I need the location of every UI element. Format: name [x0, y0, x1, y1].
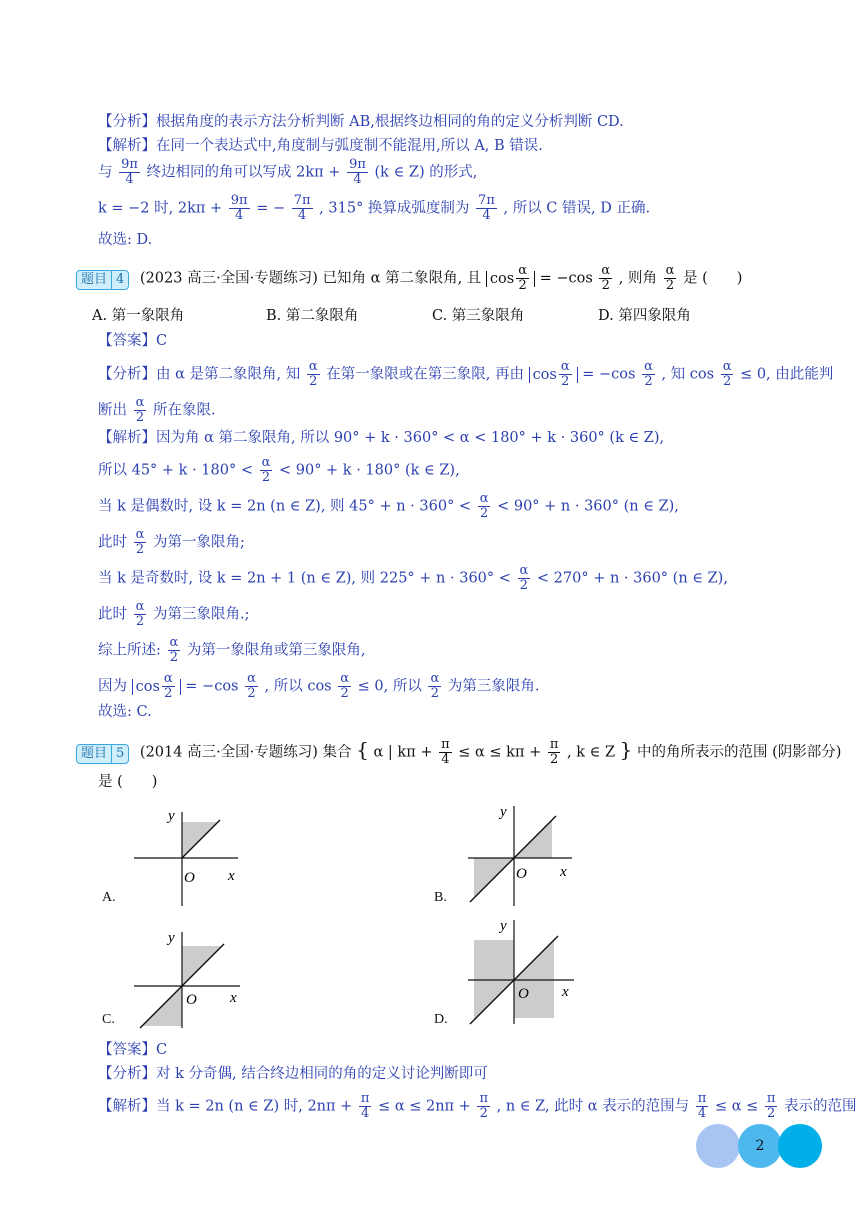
analysis-q4-line2: [98, 396, 216, 425]
solution-text: [98, 136, 543, 156]
num: α: [135, 527, 145, 542]
num: π: [697, 1091, 707, 1106]
answer-text: 【答案】C: [98, 1042, 168, 1058]
choice-a[interactable]: A. 第一象限角: [92, 308, 185, 324]
origin-label: O: [186, 992, 197, 1008]
den: 4: [298, 208, 307, 223]
fraction-9pi-4: [347, 158, 368, 187]
text: 【解析】因为角 α 第二象限角, 所以 90° + k · 360° < α < 180° + k · 360° (k ∈ Z),: [98, 430, 665, 446]
num: α: [135, 599, 145, 614]
fraction-alpha-2: [599, 264, 612, 293]
analysis-q4-line1: [98, 360, 833, 389]
text: ≤ 0, 所以: [357, 678, 422, 695]
tag-label: 题目: [81, 745, 108, 761]
fraction-alpha-2: [134, 600, 147, 629]
text: 所以 45° + k · 180° <: [98, 462, 253, 479]
graph-d[interactable]: [464, 914, 580, 1026]
den: 2: [164, 686, 173, 701]
text: < 90° + n · 360° (n ∈ Z),: [497, 498, 679, 515]
question-tag: [76, 744, 129, 764]
den: 4: [441, 752, 450, 767]
num: 7π: [478, 193, 495, 208]
question-5-stem-2: [98, 772, 157, 792]
text: = −cos: [185, 678, 239, 695]
tag-number: 4: [111, 271, 124, 289]
fraction-alpha-2: [338, 672, 351, 701]
den: 2: [722, 374, 732, 389]
num: α: [261, 455, 271, 470]
analysis-p3: 【分析】根据角度的表示方法分析判断 AB,根据终边相同的角的定义分析判断 CD.: [98, 114, 624, 130]
text: 当 k 是奇数时, 设 k = 2n + 1 (n ∈ Z), 则 225° + n · 360° <: [98, 570, 511, 587]
solution-q4-8: [98, 672, 539, 701]
solution-q4-3: [98, 492, 679, 521]
y-label: y: [500, 918, 507, 934]
text: < 270° + n · 360° (n ∈ Z),: [536, 570, 728, 587]
fraction-alpha-2: [245, 672, 258, 701]
answer-text: 故选: D.: [98, 232, 153, 248]
text: ≤ α ≤: [714, 1098, 759, 1115]
num: π: [360, 1091, 370, 1106]
text: , 所以 cos: [264, 678, 332, 695]
text: 故选: C.: [98, 704, 152, 720]
stem-text: = −cos: [539, 270, 593, 287]
num: α: [519, 563, 529, 578]
stem-text: (2014 高三·全国·专题练习) 集合: [139, 744, 352, 761]
label-d: D.: [434, 1012, 448, 1027]
num: α: [665, 263, 675, 278]
den: 2: [430, 686, 439, 701]
num: α: [308, 359, 318, 374]
solution-q4-7: [98, 636, 366, 665]
y-label: y: [168, 930, 175, 946]
label-b: B.: [434, 890, 447, 905]
fraction-7pi-4: [476, 194, 497, 223]
fraction-alpha-2: [168, 636, 181, 665]
num: π: [549, 737, 559, 752]
num: α: [518, 263, 527, 278]
num: α: [644, 359, 653, 374]
graph-a[interactable]: [130, 806, 242, 912]
den: 2: [261, 470, 271, 485]
text: 【解析】当 k = 2n (n ∈ Z) 时, 2nπ +: [98, 1098, 353, 1115]
fraction-9pi-4: [119, 158, 140, 187]
label-c: C.: [102, 1012, 115, 1027]
choice-b[interactable]: B. 第二象限角: [266, 308, 359, 324]
abs-cos: cos $\frac{\alpha}{2}$: [132, 679, 181, 695]
text: ≤ 0, 由此能判: [740, 366, 834, 383]
den: 4: [482, 208, 491, 223]
solution-q4-6: [98, 600, 250, 629]
den: 2: [766, 1106, 776, 1121]
text: , n ∈ Z, 此时 α 表示的范围与: [496, 1098, 690, 1115]
den: 2: [479, 506, 489, 521]
page-number: 2: [738, 1124, 782, 1168]
fraction-alpha-2: [721, 360, 734, 389]
set-text: α | kπ +: [373, 744, 433, 761]
analysis-text: 【分析】对 k 分奇偶, 结合终边相同的角的定义讨论判断即可: [98, 1066, 488, 1082]
num: π: [441, 737, 450, 752]
num: 9π: [121, 157, 138, 172]
fraction-alpha-2: [428, 672, 441, 701]
num: 9π: [349, 157, 366, 172]
label-a: A.: [102, 890, 116, 905]
text: 表示的范围: [784, 1098, 857, 1115]
choice-c[interactable]: C. 第三象限角: [432, 308, 525, 324]
text: k = −2 时, 2kπ +: [98, 200, 223, 217]
den: 2: [665, 278, 675, 293]
text: 为第一象限角或第三象限角,: [186, 642, 366, 659]
den: 2: [519, 578, 529, 593]
text: 此时: [98, 534, 127, 551]
den: 2: [169, 650, 179, 665]
solution-q4-9: [98, 702, 152, 722]
text: 终边相同的角可以写成 2kπ +: [146, 164, 341, 181]
den: 4: [697, 1106, 707, 1121]
den: 2: [479, 1106, 488, 1121]
fraction-pi-2: [765, 1092, 778, 1121]
fraction-pi-4: [359, 1092, 372, 1121]
tag-label: 题目: [81, 271, 108, 287]
fraction-alpha-2: [134, 528, 147, 557]
den: 2: [601, 278, 610, 293]
den: 2: [644, 374, 653, 389]
num: α: [163, 671, 173, 686]
answer-text: 【答案】C: [98, 333, 168, 349]
brace-left: {: [356, 737, 369, 762]
solution-q4-2: [98, 456, 460, 485]
text: 为第三象限角.: [447, 678, 540, 695]
text: 【分析】由 α 是第二象限角, 知: [98, 366, 301, 383]
den: 2: [135, 614, 145, 629]
text: 为第三象限角.;: [153, 606, 250, 623]
den: 2: [561, 374, 570, 389]
den: 4: [235, 208, 244, 223]
fraction-7pi-4: [292, 194, 313, 223]
origin-label: O: [184, 870, 195, 886]
den: 2: [247, 686, 256, 701]
shaded-region: [514, 940, 554, 1018]
num: α: [340, 671, 350, 686]
den: 4: [353, 172, 362, 187]
y-label: y: [500, 804, 507, 820]
solution-q5: [98, 1092, 857, 1121]
text: = −cos: [582, 366, 636, 383]
abs-cos: cos $\frac{\alpha}{2}$: [529, 367, 578, 383]
num: α: [135, 395, 145, 410]
text: 与: [98, 164, 113, 181]
solution-q4-5: [98, 564, 728, 593]
text: 此时: [98, 606, 127, 623]
num: α: [247, 671, 256, 686]
num: α: [169, 635, 179, 650]
page-circle-1: [696, 1124, 740, 1168]
fraction-alpha-2: [518, 564, 531, 593]
num: α: [560, 359, 570, 374]
den: 4: [125, 172, 134, 187]
text: = −: [256, 200, 286, 217]
num: α: [601, 263, 611, 278]
set-text: ≤ α ≤ kπ +: [458, 744, 542, 761]
answer-q4: [98, 331, 167, 351]
text: , 所以 C 错误, D 正确.: [503, 200, 651, 217]
text: ≤ α ≤ 2nπ +: [378, 1098, 471, 1115]
x-label: x: [562, 984, 569, 1000]
num: π: [479, 1091, 488, 1106]
text: 为第一象限角;: [153, 534, 245, 551]
question-tag: [76, 270, 129, 290]
num: α: [722, 359, 732, 374]
text: 在第一象限或在第三象限, 再由: [326, 366, 524, 383]
fraction-pi-4: [696, 1092, 709, 1121]
analysis-q5: [98, 1064, 488, 1084]
x-label: x: [560, 864, 567, 880]
fraction-alpha-2: [307, 360, 320, 389]
solution-line-3: [98, 194, 650, 223]
question-4-stem: [76, 264, 742, 293]
text: 当 k 是偶数时, 设 k = 2n (n ∈ Z), 则 45° + n · 360° <: [98, 498, 472, 515]
brace-right: }: [619, 737, 633, 762]
x-label: x: [230, 990, 237, 1006]
num: 7π: [293, 193, 311, 208]
fraction-alpha-2: [478, 492, 491, 521]
solution-line-1: 【解析】在同一个表达式中,角度制与弧度制不能混用,所以 A, B 错误.: [98, 138, 543, 154]
fraction-alpha-2: [664, 264, 677, 293]
question-5-stem: [76, 738, 841, 767]
fraction-alpha-2: [260, 456, 273, 485]
abs-cos: cos $\frac{\alpha}{2}$: [486, 271, 535, 287]
text: 综上所述:: [98, 642, 161, 659]
text: , 315° 换算成弧度制为: [319, 200, 470, 217]
stem-text: 是 ( ): [683, 270, 743, 287]
den: 2: [340, 686, 349, 701]
num: α: [430, 671, 440, 686]
stem-text: (2023 高三·全国·专题练习) 已知角 α 第二象限角, 且: [139, 270, 482, 287]
den: 2: [135, 410, 145, 425]
text: , 知 cos: [661, 366, 715, 383]
text: 所在象限.: [153, 402, 216, 419]
x-label: x: [228, 868, 235, 884]
set-text: , k ∈ Z: [567, 744, 616, 761]
answer-p3: [98, 230, 152, 250]
fraction-alpha-2: [134, 396, 147, 425]
solution-q4-4: [98, 528, 245, 557]
tag-number: 5: [111, 745, 124, 763]
stem-text: , 则角: [618, 270, 658, 287]
text: 断出: [98, 402, 127, 419]
text: 因为: [98, 678, 127, 695]
origin-label: O: [516, 866, 527, 882]
origin-label: O: [518, 986, 529, 1002]
fraction-alpha-2: [559, 360, 572, 389]
text: (k ∈ Z) 的形式,: [374, 164, 478, 181]
graph-b[interactable]: [464, 800, 576, 910]
num: 9π: [230, 193, 248, 208]
fraction-pi-4: [439, 738, 452, 767]
fraction-alpha-2: [642, 360, 655, 389]
fraction-9pi-4: [229, 194, 250, 223]
choice-d[interactable]: D. 第四象限角: [598, 308, 691, 324]
solution-line-2: [98, 158, 477, 187]
page-circle-3: [778, 1124, 822, 1168]
stem-text: 中的角所表示的范围 (阴影部分): [637, 744, 842, 761]
text: < 90° + k · 180° (k ∈ Z),: [278, 462, 460, 479]
fraction-pi-2: [477, 1092, 490, 1121]
analysis-text: [98, 112, 624, 132]
den: 2: [309, 374, 318, 389]
den: 2: [550, 752, 559, 767]
fraction-pi-2: [548, 738, 561, 767]
den: 2: [135, 542, 145, 557]
fraction-alpha-2: [162, 672, 175, 701]
stem-text: 是 ( ): [98, 774, 158, 790]
y-label: y: [168, 808, 175, 824]
fraction-alpha-2: [516, 264, 529, 293]
den: 2: [518, 278, 527, 293]
answer-q5: [98, 1040, 167, 1060]
solution-q4-1: [98, 428, 664, 448]
den: 4: [361, 1106, 370, 1121]
num: π: [766, 1091, 776, 1106]
graph-c[interactable]: [130, 926, 248, 1030]
num: α: [479, 491, 489, 506]
